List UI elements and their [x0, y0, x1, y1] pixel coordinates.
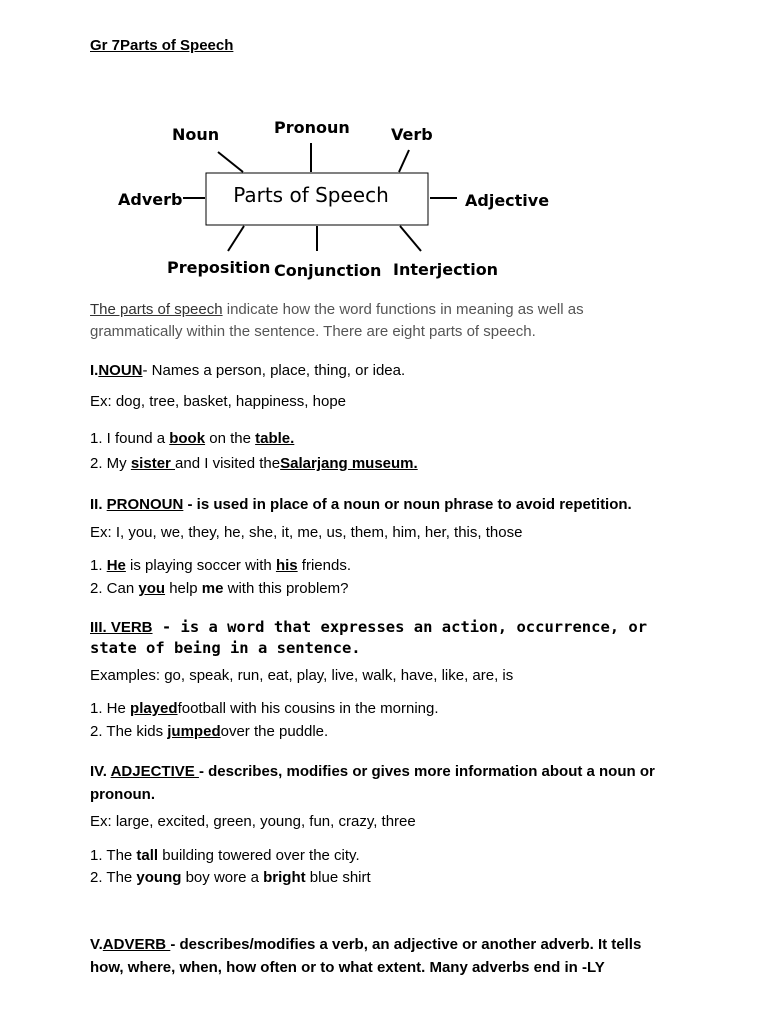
- connector-noun: [218, 152, 243, 172]
- diagram-label-interjection: Interjection: [393, 260, 499, 279]
- verb-sentence-1: 1. He playedfootball with his cousins in the morning.: [90, 700, 439, 717]
- pronoun-heading: II. PRONOUN - is used in place of a noun or noun phrase to avoid repetition.: [90, 496, 632, 513]
- diagram-label-noun: Noun: [172, 125, 220, 144]
- pronoun-term: PRONOUN: [106, 496, 184, 513]
- diagram-label-adjective: Adjective: [465, 191, 550, 210]
- verb-term: III. VERB: [90, 619, 153, 636]
- noun-term: NOUN: [98, 362, 143, 379]
- adjective-heading-line-2: pronoun.: [90, 786, 155, 803]
- adverb-term: ADVERB: [102, 936, 171, 953]
- noun-heading: I.NOUN- Names a person, place, thing, or idea.: [90, 362, 406, 379]
- adjective-sentence-1: 1. The tall building towered over the city.: [90, 847, 360, 864]
- verb-heading-line-2: state of being in a sentence.: [90, 639, 361, 657]
- diagram-label-adverb: Adverb: [118, 190, 183, 209]
- adjective-examples: Ex: large, excited, green, young, fun, crazy, three: [90, 813, 416, 830]
- intro-line-2: grammatically within the sentence. There are eight parts of speech.: [90, 323, 536, 340]
- pronoun-sentence-2: 2. Can you help me with this problem?: [90, 580, 349, 597]
- adjective-term: ADJECTIVE: [110, 763, 199, 780]
- connector-preposition: [228, 226, 244, 251]
- noun-examples: Ex: dog, tree, basket, happiness, hope: [90, 393, 347, 410]
- pronoun-sentence-1: 1. He is playing soccer with his friends.: [90, 557, 351, 574]
- page-title: Gr 7Parts of Speech: [90, 37, 234, 54]
- diagram-label-preposition: Preposition: [167, 258, 271, 277]
- noun-sentence-2: 2. My sister and I visited theSalarjang museum.: [90, 455, 418, 472]
- verb-examples: Examples: go, speak, run, eat, play, live, walk, have, like, are, is: [90, 667, 514, 684]
- intro-term: The parts of speech: [90, 301, 223, 318]
- verb-heading-line-1: III. VERB - is a word that expresses an action, occurrence, or: [90, 618, 648, 636]
- intro-line-1: The parts of speech indicate how the word functions in meaning as well as: [90, 301, 584, 318]
- adverb-heading-line-2: how, where, when, how often or to what extent. Many adverbs end in -LY: [90, 959, 605, 976]
- adjective-sentence-2: 2. The young boy wore a bright blue shirt: [90, 869, 371, 886]
- pronoun-examples: Ex: I, you, we, they, he, she, it, me, us, them, him, her, this, those: [90, 524, 523, 541]
- adjective-heading-line-1: IV. ADJECTIVE - describes, modifies or gives more information about a noun or: [90, 763, 655, 780]
- diagram-label-verb: Verb: [391, 125, 433, 144]
- diagram-center-label: Parts of Speech: [233, 183, 389, 207]
- connector-verb: [399, 150, 409, 172]
- verb-sentence-2: 2. The kids jumpedover the puddle.: [90, 723, 329, 740]
- parts-of-speech-diagram: [0, 0, 768, 290]
- connector-interjection: [400, 226, 421, 251]
- noun-sentence-1: 1. I found a book on the table.: [90, 430, 295, 447]
- diagram-label-pronoun: Pronoun: [274, 118, 350, 137]
- diagram-label-conjunction: Conjunction: [274, 261, 382, 280]
- adverb-heading-line-1: V.ADVERB - describes/modifies a verb, an adjective or another adverb. It tells: [90, 936, 642, 953]
